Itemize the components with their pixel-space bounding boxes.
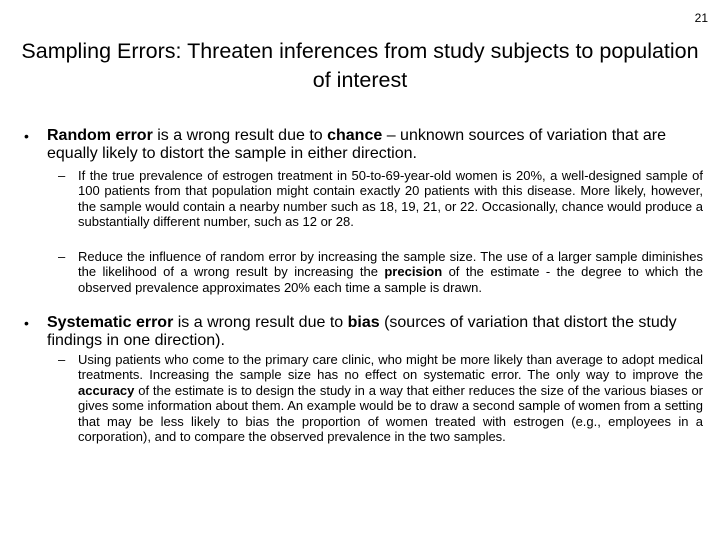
- subpoint-text: of the estimate is to design the study in a way that either reduces the size of the various biases or gives some information about them. An example would be to draw a second sample of women from a setting that may be less likely to bias the proportion of women treated with estrogen (e.g., employees in a corporation), and to compare the observed prevalence in the two samples.: [78, 382, 703, 445]
- bullet-text: (sources of variation that distort the study findings in one direction).: [47, 314, 677, 349]
- term-random-error: Random error: [47, 127, 153, 144]
- bullet-text: is a wrong result due to: [173, 314, 348, 331]
- key-precision: precision: [384, 264, 443, 280]
- subpoint-text: Reduce the influence of random error by increasing the sample size. The use of a larger sample diminishes the likelihood of a wrong result by increasing the: [78, 249, 703, 280]
- key-chance: chance: [327, 127, 383, 144]
- bullet-random-error: [47, 127, 697, 163]
- subpoint-prevalence-example: If the true prevalence of estrogen treatment in 50-to-69-year-old women is 20%, a well-designed sample of 100 patients from that population might contain exactly 20 patients with this disease. More likely, however, the sample would contain a nearby number such as 18, 19, 21, or 22. Occasionally, chance would produce a substantially different number, such as 12 or 28.: [78, 168, 703, 230]
- subpoint-marker: –: [58, 352, 66, 367]
- key-accuracy: accuracy: [78, 382, 135, 398]
- subpoint-primary-care-example: [78, 352, 703, 444]
- subpoint-sample-size: [78, 249, 703, 295]
- subpoint-marker: –: [58, 168, 66, 183]
- key-bias: bias: [347, 314, 380, 331]
- slide-number: 21: [694, 11, 708, 25]
- bullet-marker: •: [24, 128, 29, 144]
- slide-title: Sampling Errors: Threaten inferences from study subjects to population of interest: [21, 39, 699, 92]
- subpoint-marker: –: [58, 249, 66, 264]
- term-systematic-error: Systematic error: [47, 314, 174, 331]
- subpoint-text: Using patients who come to the primary care clinic, who might be more likely than average to adopt medical treatments. Increasing the sample size has no effect on systematic error. The only way to improve the: [78, 352, 703, 383]
- bullet-text: is a wrong result due to: [152, 127, 328, 144]
- bullet-systematic-error: [47, 314, 697, 350]
- bullet-marker: •: [24, 315, 29, 331]
- bullet-text: – unknown sources of variation that are equally likely to distort the sample in either direction.: [47, 127, 666, 162]
- subpoint-text: of the estimate - the degree to which the observed prevalence approximates 20% each time a sample is drawn.: [78, 264, 703, 295]
